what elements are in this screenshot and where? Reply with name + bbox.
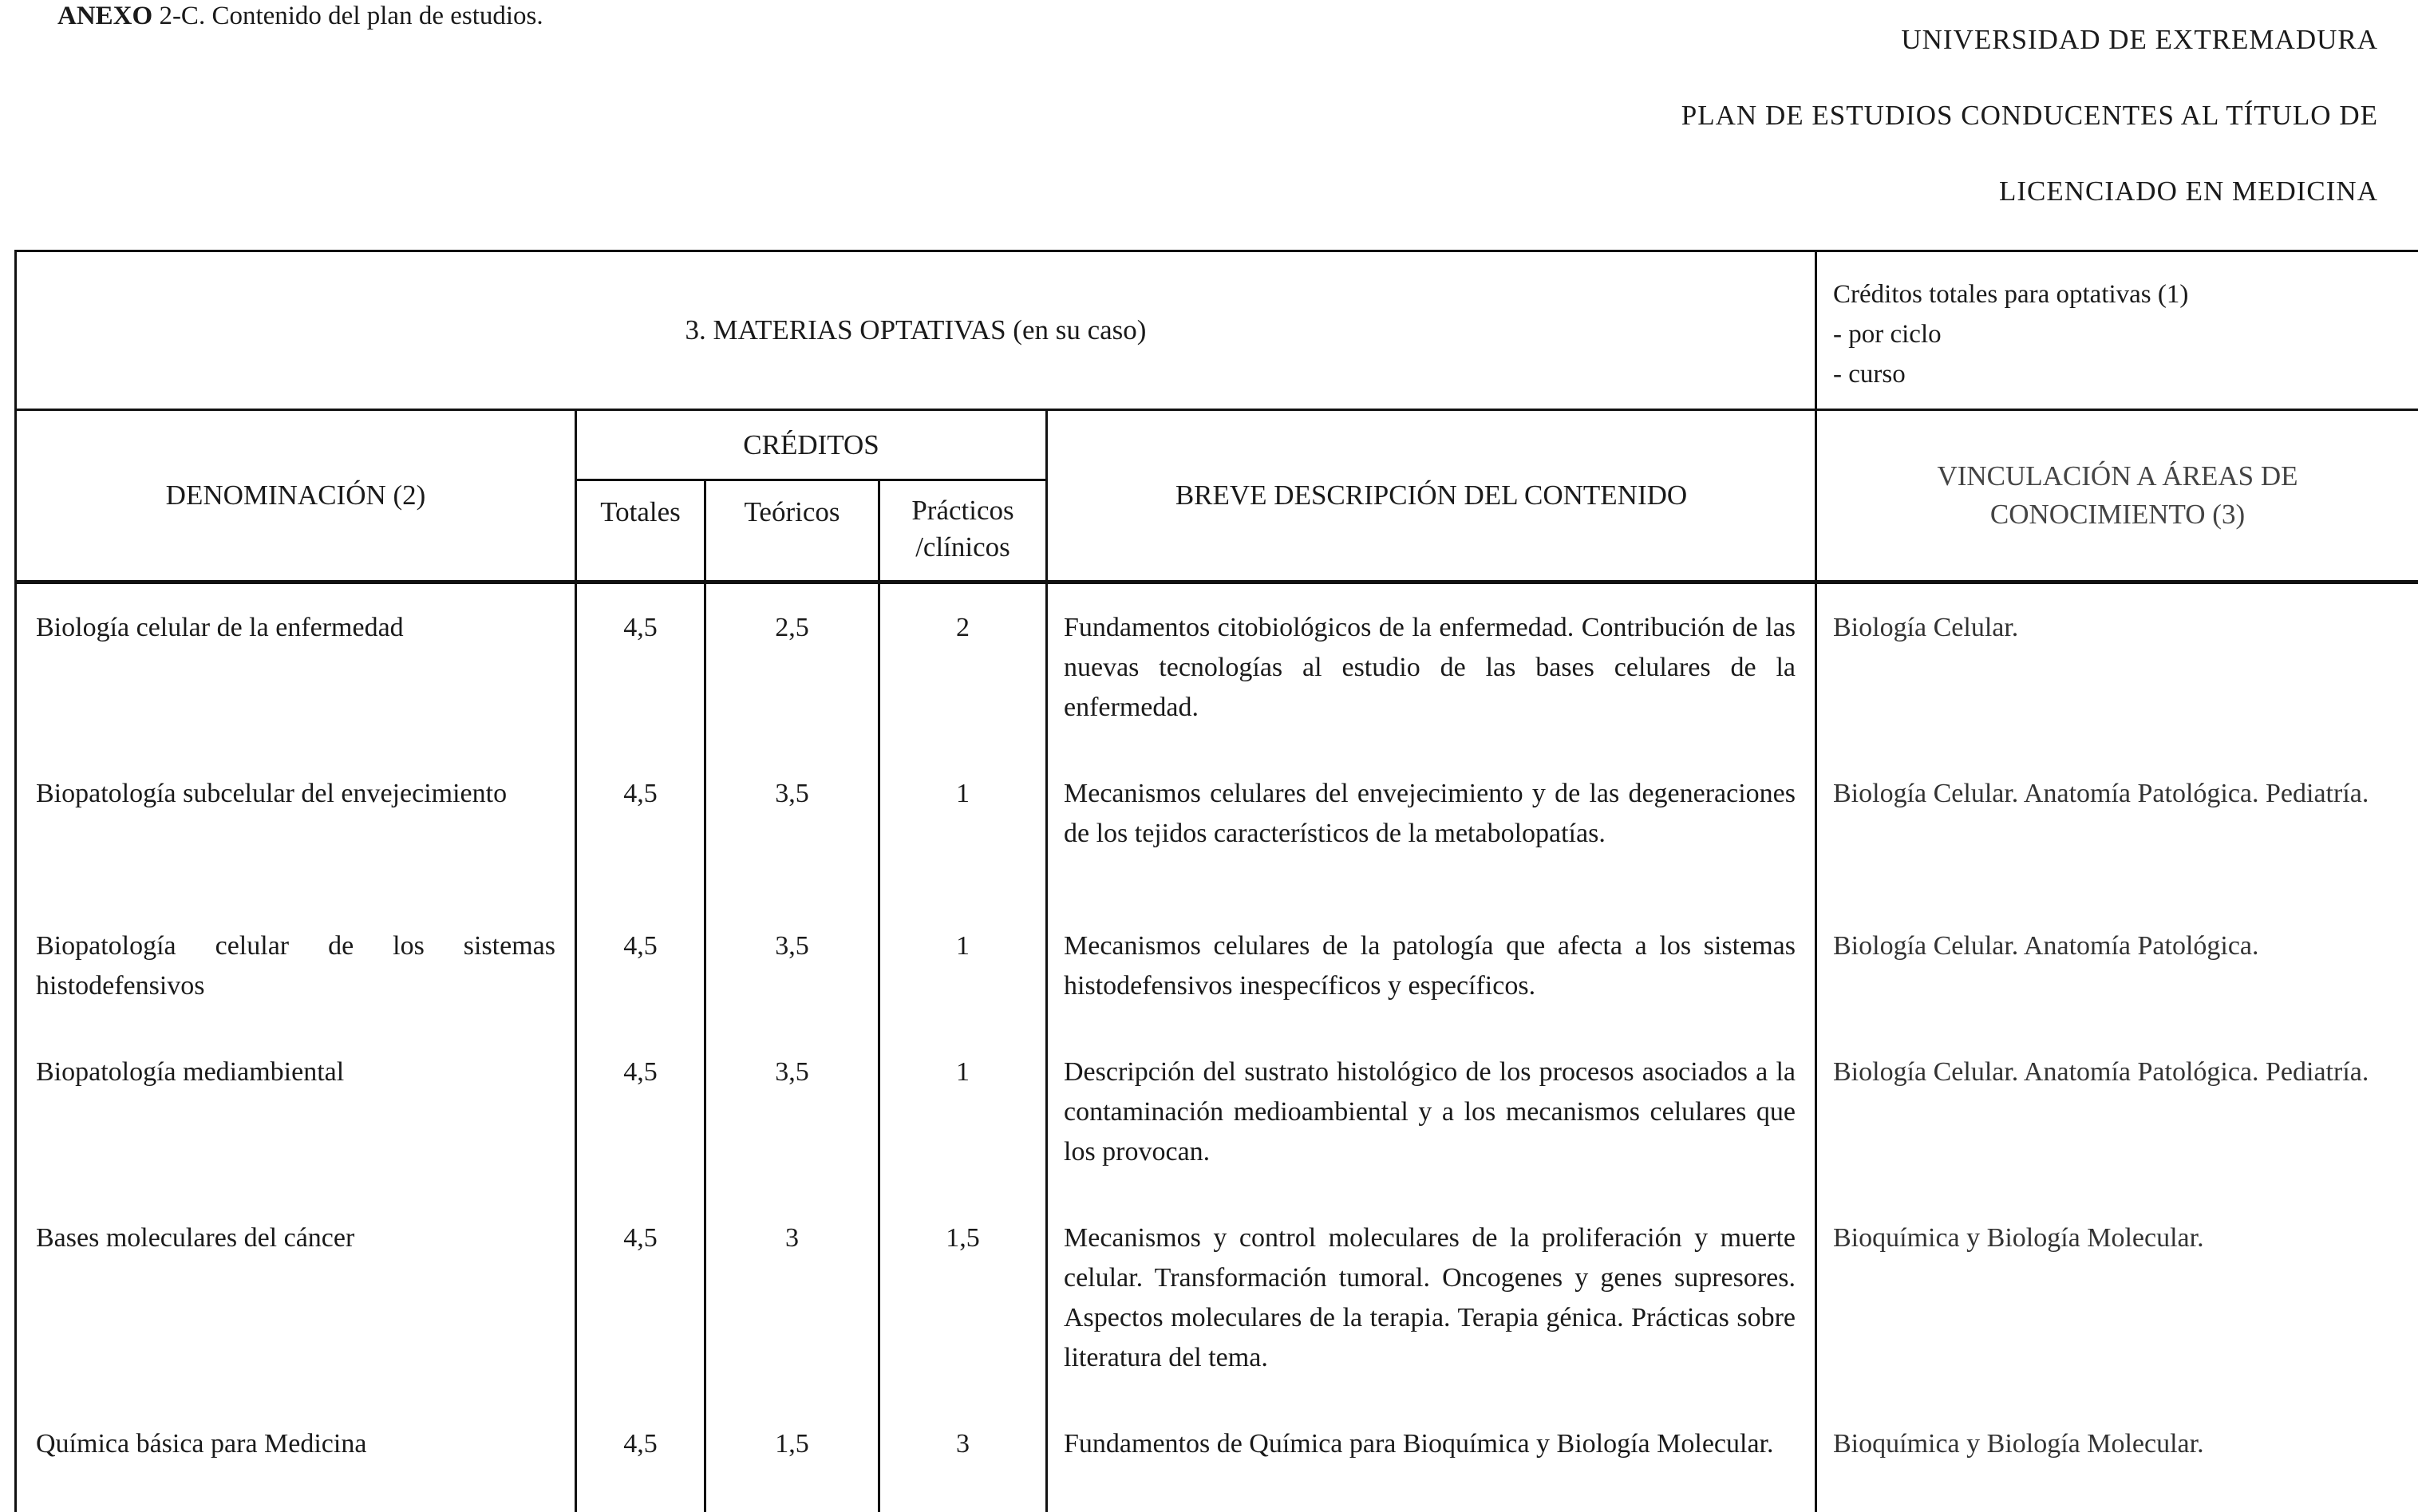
table-row — [16, 582, 2418, 751]
vinculacion-line2: CONOCIMIENTO (3) — [1817, 495, 2418, 534]
annex-label: ANEXO — [57, 2, 152, 30]
annex-heading — [57, 0, 543, 32]
credits-practice: 1 — [879, 902, 1047, 1028]
credits-theory: 3 — [705, 1194, 879, 1400]
credits-total: 4,5 — [576, 750, 705, 902]
section-header-row — [16, 251, 2418, 410]
col-header-teoricos: Teóricos — [705, 480, 879, 582]
practicos-line1: Prácticos — [880, 492, 1045, 529]
subject-name: Biopatología celular de los sistemas histodefensivos — [16, 902, 576, 1028]
subject-name: Biopatología subcelular del envejecimiento — [16, 750, 576, 902]
credits-total: 4,5 — [576, 1028, 705, 1194]
knowledge-areas: Biología Celular. Anatomía Patológica. Pediatría. — [1816, 750, 2418, 902]
credits-theory: 3,5 — [705, 750, 879, 902]
credits-practice: 3 — [879, 1400, 1047, 1512]
credits-theory: 3,5 — [705, 902, 879, 1028]
section-title: 3. MATERIAS OPTATIVAS (en su caso) — [16, 251, 1816, 410]
credits-theory: 1,5 — [705, 1400, 879, 1512]
credits-total: 4,5 — [576, 902, 705, 1028]
col-header-vinculacion — [1816, 410, 2418, 582]
table-row — [16, 1194, 2418, 1400]
col-header-practicos — [879, 480, 1047, 582]
subject-name: Biopatología mediambiental — [16, 1028, 576, 1194]
credits-total: 4,5 — [576, 582, 705, 751]
table-row — [16, 1028, 2418, 1194]
total-credits-course: - curso — [1833, 354, 2418, 394]
university-name: UNIVERSIDAD DE EXTREMADURA — [1901, 24, 2378, 56]
subject-name: Biología celular de la enfermedad — [16, 582, 576, 751]
subject-description: Mecanismos celulares del envejecimiento y de las degeneraciones de los tejidos característicos de la metabolopatías. — [1047, 750, 1816, 902]
practicos-line2: /clínicos — [880, 529, 1045, 566]
annex-title: 2-C. Contenido del plan de estudios. — [152, 2, 543, 30]
subject-description: Fundamentos citobiológicos de la enfermedad. Contribución de las nuevas tecnologías al estudio de las bases celulares de la enfermedad. — [1047, 582, 1816, 751]
credits-total: 4,5 — [576, 1194, 705, 1400]
knowledge-areas: Biología Celular. Anatomía Patológica. — [1816, 902, 2418, 1028]
credits-theory: 2,5 — [705, 582, 879, 751]
table-row — [16, 902, 2418, 1028]
subject-description: Fundamentos de Química para Bioquímica y Biología Molecular. — [1047, 1400, 1816, 1512]
knowledge-areas: Bioquímica y Biología Molecular. — [1816, 1194, 2418, 1400]
subject-description: Mecanismos celulares de la patología que afecta a los sistemas histodefensivos inespecíficos y específicos. — [1047, 902, 1816, 1028]
knowledge-areas: Biología Celular. — [1816, 582, 2418, 751]
knowledge-areas: Biología Celular. Anatomía Patológica. Pediatría. — [1816, 1028, 2418, 1194]
total-credits-cycle: - por ciclo — [1833, 314, 2418, 354]
total-credits-box — [1816, 251, 2418, 410]
col-header-creditos: CRÉDITOS — [576, 410, 1047, 480]
credits-practice: 1 — [879, 750, 1047, 902]
credits-practice: 1,5 — [879, 1194, 1047, 1400]
total-credits-title: Créditos totales para optativas (1) — [1833, 274, 2418, 314]
subject-name: Bases moleculares del cáncer — [16, 1194, 576, 1400]
table-row — [16, 1400, 2418, 1512]
table-row — [16, 750, 2418, 902]
plan-title-line2: LICENCIADO EN MEDICINA — [1999, 176, 2378, 207]
optional-subjects-table — [14, 250, 2418, 1512]
credits-theory: 3,5 — [705, 1028, 879, 1194]
col-header-denominacion: DENOMINACIÓN (2) — [16, 410, 576, 582]
subject-description: Mecanismos y control moleculares de la proliferación y muerte celular. Transformación tumoral. Oncogenes y genes supresores. Aspectos moleculares de la terapia. Terapia génica. Prácticas sobre literatura del tema. — [1047, 1194, 1816, 1400]
subject-description: Descripción del sustrato histológico de los procesos asociados a la contaminación medioambiental y a los mecanismos celulares que los provocan. — [1047, 1028, 1816, 1194]
plan-title-line1: PLAN DE ESTUDIOS CONDUCENTES AL TÍTULO DE — [1681, 100, 2378, 132]
vinculacion-line1: VINCULACIÓN A ÁREAS DE — [1817, 457, 2418, 495]
credits-total: 4,5 — [576, 1400, 705, 1512]
subject-name: Química básica para Medicina — [16, 1400, 576, 1512]
credits-practice: 2 — [879, 582, 1047, 751]
credits-practice: 1 — [879, 1028, 1047, 1194]
knowledge-areas: Bioquímica y Biología Molecular. — [1816, 1400, 2418, 1512]
col-header-descripcion: BREVE DESCRIPCIÓN DEL CONTENIDO — [1047, 410, 1816, 582]
col-header-totales: Totales — [576, 480, 705, 582]
column-header-row — [16, 410, 2418, 480]
